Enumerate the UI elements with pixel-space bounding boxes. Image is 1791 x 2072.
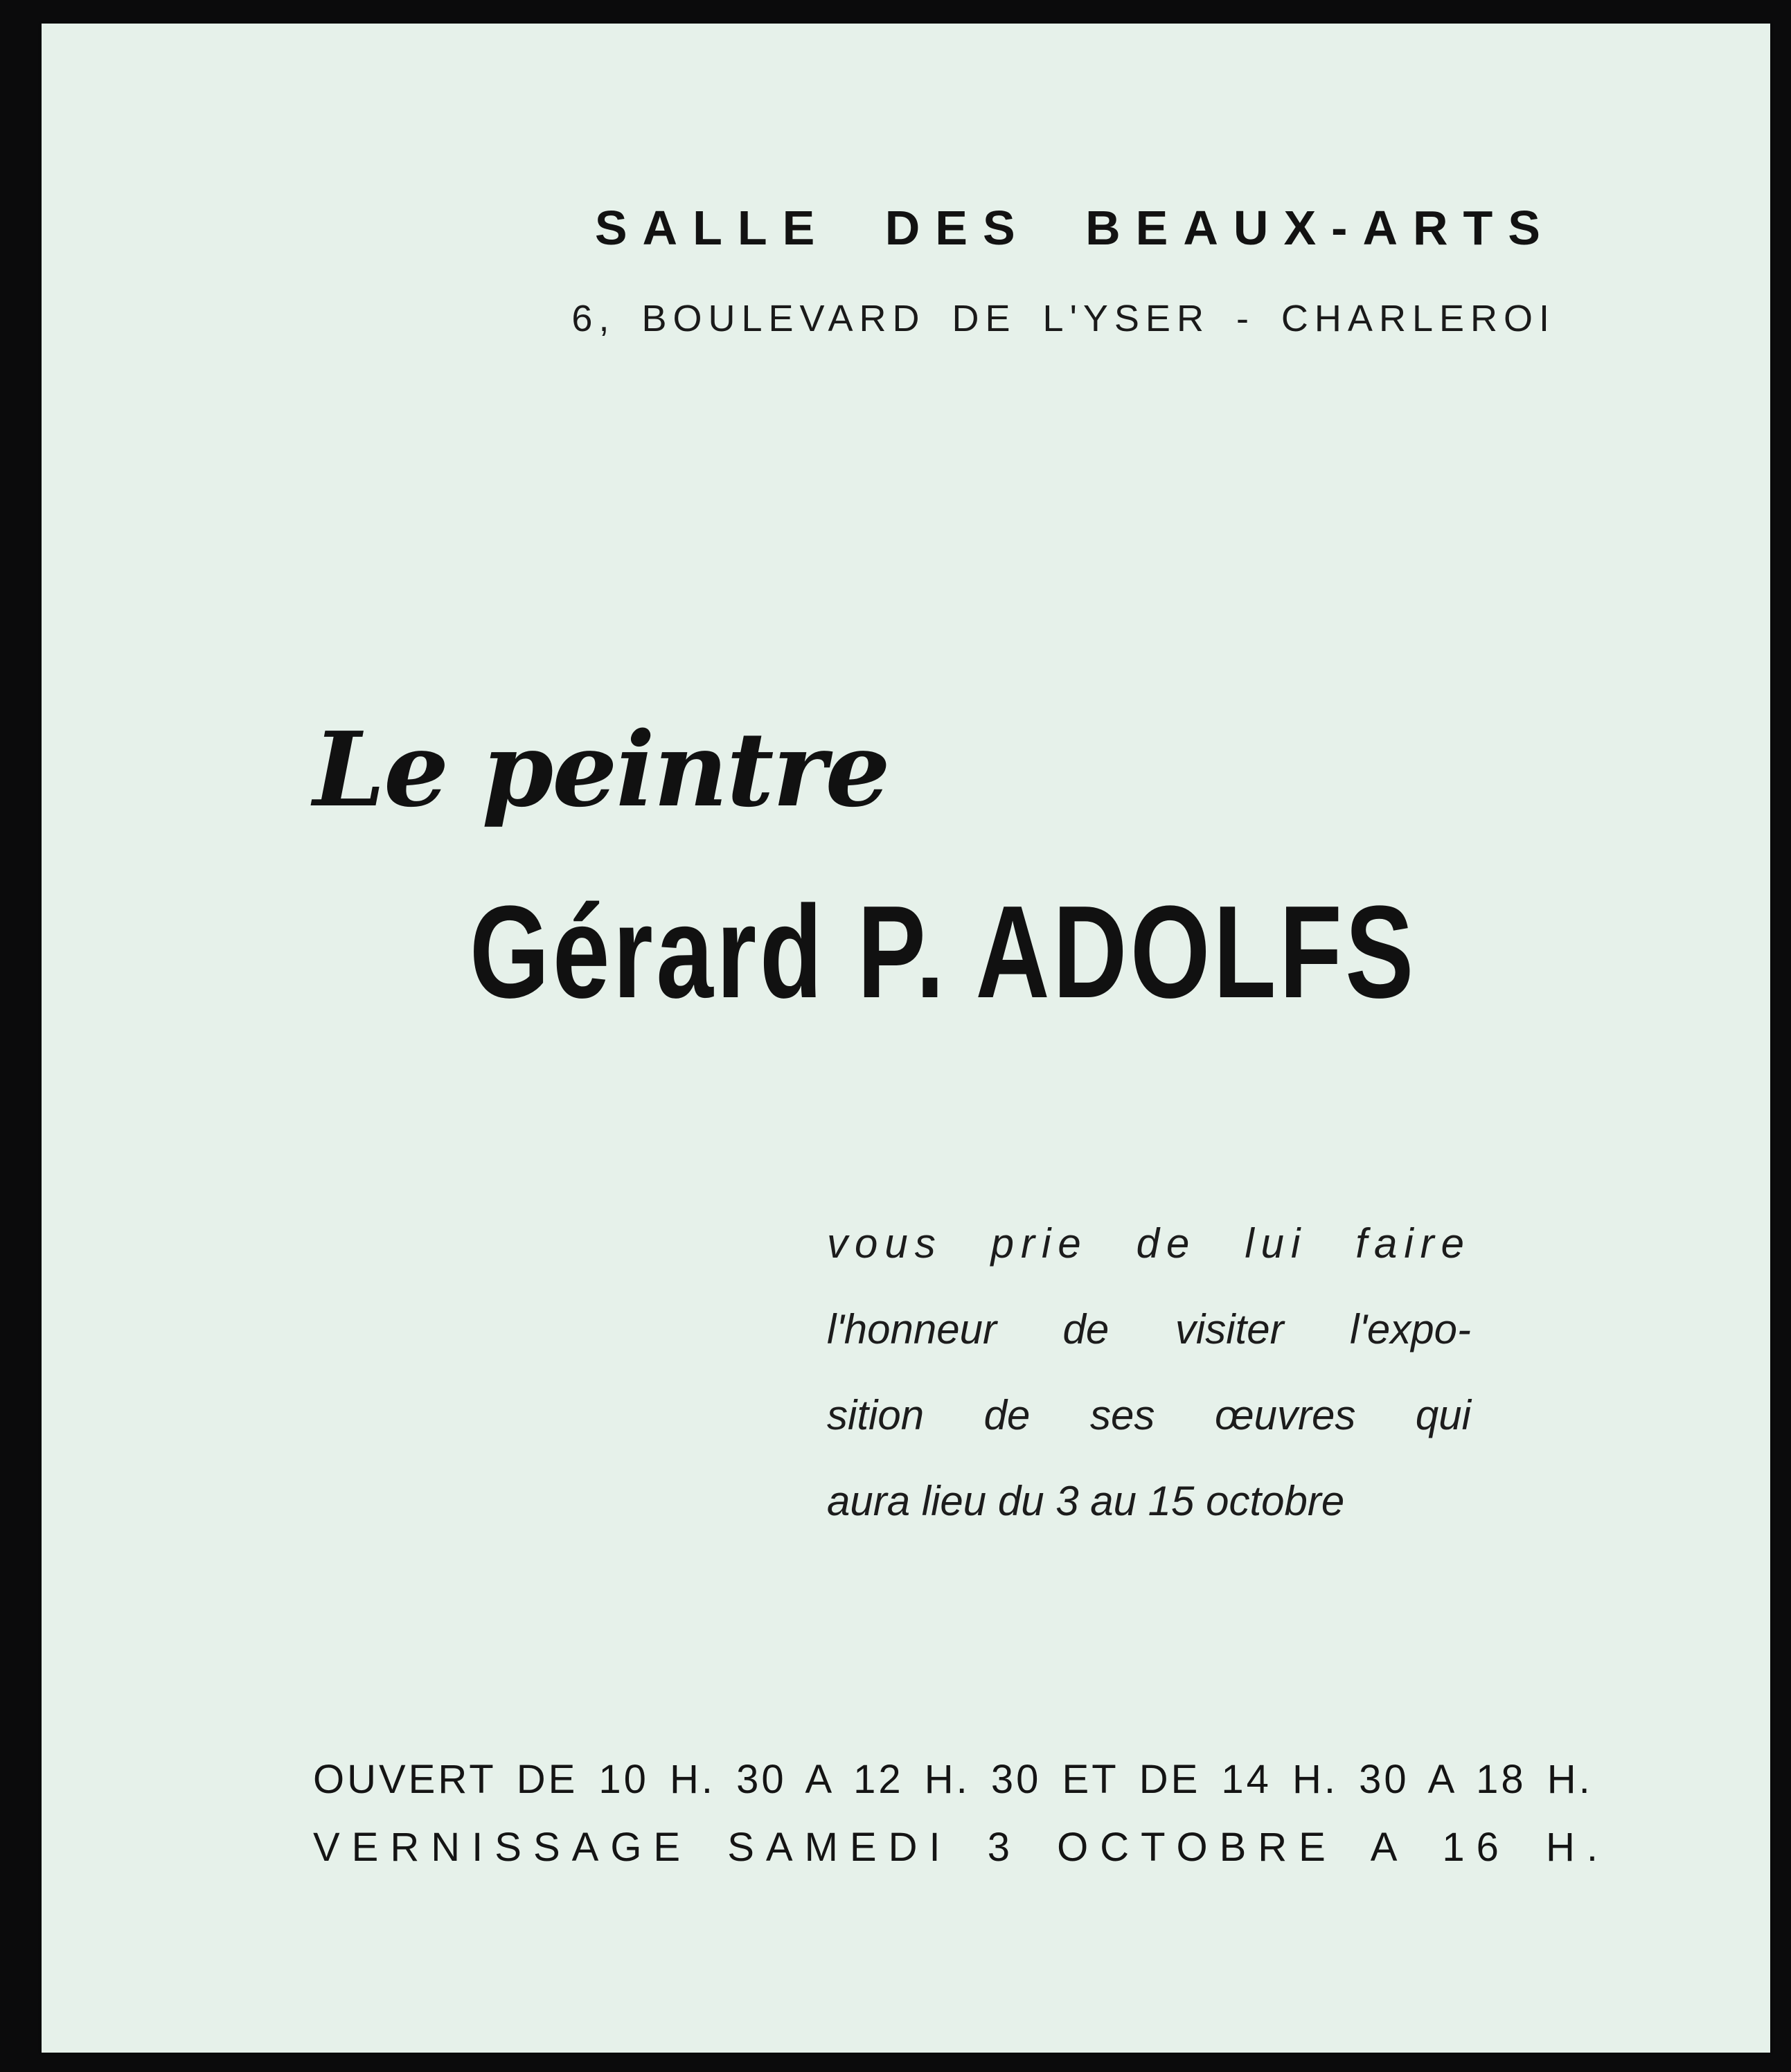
invitation-line: sition de ses œuvres qui	[827, 1392, 1471, 1438]
invitation-text	[827, 1201, 1471, 1544]
invitation-card	[42, 24, 1770, 2053]
invitation-line: aura lieu du 3 au 15 octobre	[827, 1478, 1345, 1524]
venue-address: 6, BOULEVARD DE L'YSER - CHARLEROI	[571, 298, 1556, 339]
venue-name: SALLE DES BEAUX-ARTS	[594, 201, 1556, 255]
opening-hours: OUVERT DE 10 H. 30 A 12 H. 30 ET DE 14 H. 30 A 18 H.	[313, 1757, 1593, 1802]
intro-script-text: Le peintre	[313, 709, 889, 830]
vernissage-info: VERNISSAGE SAMEDI 3 OCTOBRE A 16 H.	[313, 1825, 1610, 1870]
invitation-line: l'honneur de visiter l'expo-	[827, 1306, 1471, 1352]
artist-name: Gérard P. ADOLFS	[470, 879, 1417, 1026]
invitation-line: vous prie de lui faire	[827, 1220, 1471, 1267]
